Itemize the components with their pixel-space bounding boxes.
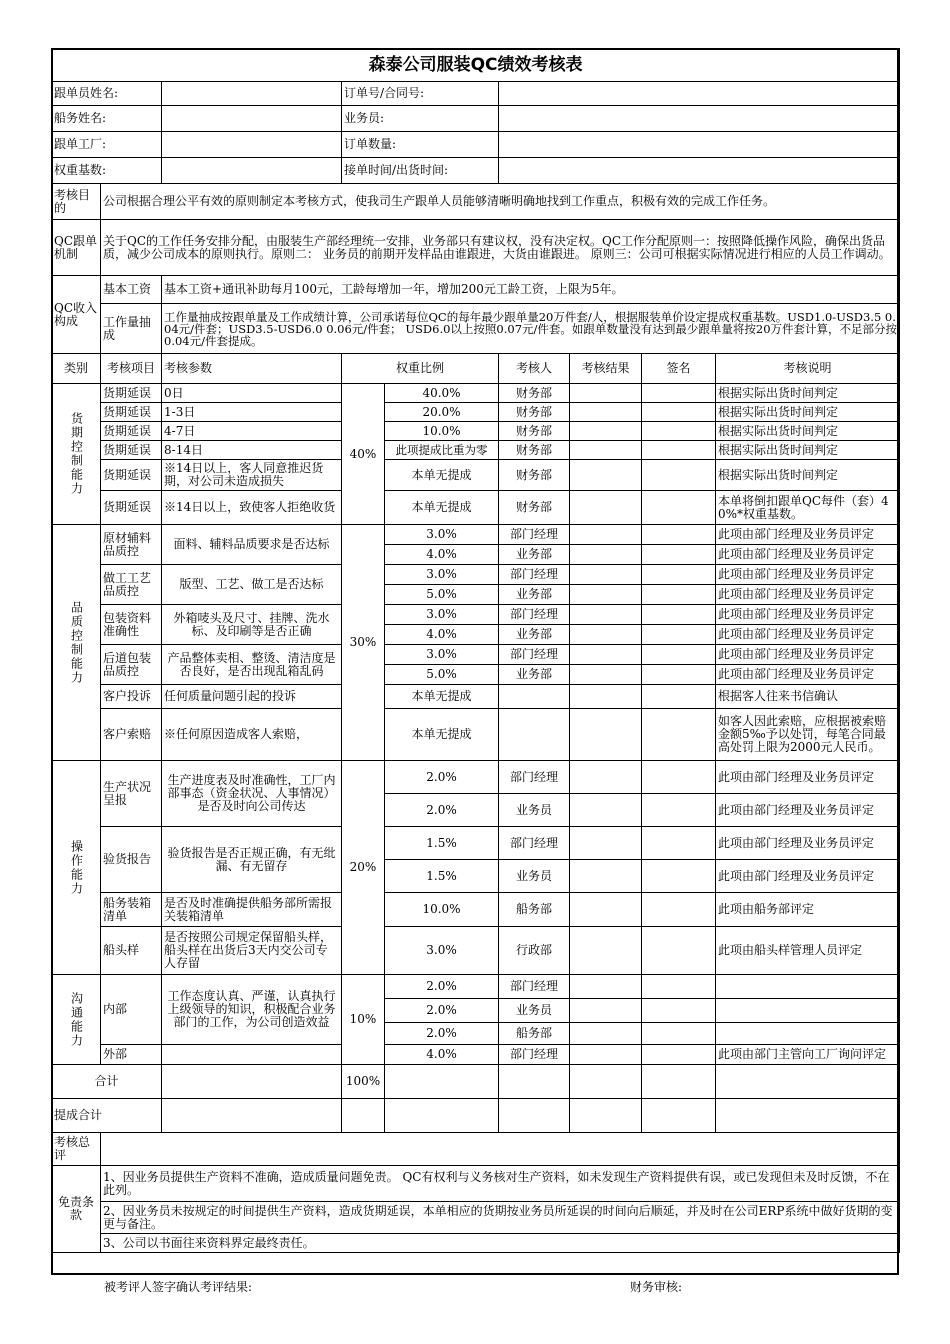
- ship-name-label: 船务姓名:: [52, 106, 162, 132]
- table-row: [52, 893, 900, 927]
- note-cell: 此项由部门经理及业务员评定: [716, 827, 900, 860]
- signature-cell[interactable]: [642, 860, 716, 893]
- order-no-label: 订单号/合同号:: [342, 82, 499, 106]
- param-cell: ※14日以上，致使客人拒绝收货: [162, 491, 342, 525]
- follower-name-label: 跟单员姓名:: [52, 82, 162, 106]
- assessor-cell: 船务部: [499, 893, 570, 927]
- item-cell: 货期延误: [101, 422, 162, 441]
- assessor-cell: 行政部: [499, 927, 570, 975]
- item-cell: 客户索赔: [101, 709, 162, 761]
- qc-performance-sheet: [51, 48, 899, 1253]
- table-row: [52, 975, 900, 999]
- result-cell[interactable]: [570, 860, 642, 893]
- commission-note: [716, 1099, 900, 1133]
- col-item: 考核项目: [101, 354, 162, 384]
- assessor-cell: 财务部: [499, 403, 570, 422]
- ratio-cell: 3.0%: [385, 525, 499, 545]
- category-delivery: 货期控制能力: [52, 384, 101, 525]
- disclaimer-item-2: 2、因业务员未按规定的时间提供生产资料，造成货期延误，本单相应的货期按业务员所延误的时间向后顺延，并及时在公司ERP系统中做好货期的变更与备注。: [101, 1202, 900, 1234]
- item-cell: 做工工艺品质控: [101, 565, 162, 605]
- param-cell: 工作态度认真、严谨，认真执行上级领导的知识，积极配合业务部门的工作，为公司创造效益: [162, 975, 342, 1045]
- note-cell: 根据实际出货时间判定: [716, 460, 900, 491]
- item-cell: 船务装箱清单: [101, 893, 162, 927]
- assessor-cell: 部门经理: [499, 827, 570, 860]
- sum-param: [162, 1065, 342, 1099]
- signature-cell[interactable]: [642, 605, 716, 625]
- table-row: [52, 927, 900, 975]
- note-cell: 此项由部门经理及业务员评定: [716, 525, 900, 545]
- result-cell[interactable]: [570, 441, 642, 460]
- sum-assessor: [499, 1065, 570, 1099]
- ratio-cell: 2.0%: [385, 999, 499, 1023]
- param-cell: 8-14日: [162, 441, 342, 460]
- signature-cell[interactable]: [642, 1045, 716, 1065]
- result-cell[interactable]: [570, 975, 642, 999]
- ratio-cell: 本单无提成: [385, 709, 499, 761]
- item-cell: 客户投诉: [101, 685, 162, 709]
- ratio-cell: 10.0%: [385, 893, 499, 927]
- signature-cell[interactable]: [642, 827, 716, 860]
- commission-signature[interactable]: [642, 1099, 716, 1133]
- income-label: QC收入构成: [52, 276, 101, 354]
- param-cell: 1-3日: [162, 403, 342, 422]
- note-cell: 如客人因此索赔，应根据被索赔金额5‰予以处罚，每笔合同最高处罚上限为2000元人民币。: [716, 709, 900, 761]
- result-cell[interactable]: [570, 893, 642, 927]
- param-cell: 是否及时准确提供船务部所需报关装箱清单: [162, 893, 342, 927]
- assessor-cell: 业务部: [499, 545, 570, 565]
- page-title: 森泰公司服装QC绩效考核表: [52, 49, 900, 82]
- workload-text: 工作量抽成按跟单量及工作成绩计算，公司承诺每位QC的每年最少跟单量20万件套/人，根据服装单价设定提成权重基数。USD1.0-USD3.5 0.04元/件套；USD3.5-USD6.0 0.06元/件套； USD6.0以上按照0.07元/件套。如跟单数量没有达到最少跟单量将按20万件套计算，不足部分按0.04元/件套提成。: [162, 304, 900, 354]
- table-row: [52, 384, 900, 403]
- param-cell: 产品整体卖相、整烫、清洁度是否良好，是否出现乱箱乱码: [162, 645, 342, 685]
- assessor-cell: [499, 685, 570, 709]
- result-cell[interactable]: [570, 545, 642, 565]
- table-row: [52, 685, 900, 709]
- signature-cell[interactable]: [642, 403, 716, 422]
- ratio-cell: 20.0%: [385, 403, 499, 422]
- signature-cell[interactable]: [642, 761, 716, 794]
- item-cell: 外部: [101, 1045, 162, 1065]
- note-cell: 根据实际出货时间判定: [716, 403, 900, 422]
- note-cell: 此项由部门经理及业务员评定: [716, 565, 900, 585]
- purpose-text: 公司根据合理公平有效的原则制定本考核方式，使我司生产跟单人员能够清晰明确地找到工作重点，积极有效的完成工作任务。: [101, 184, 900, 220]
- param-cell: 是否按照公司规定保留船头样，船头样在出货后3天内交公司专人存留: [162, 927, 342, 975]
- signature-cell[interactable]: [642, 927, 716, 975]
- result-cell[interactable]: [570, 525, 642, 545]
- assessor-cell: 部门经理: [499, 565, 570, 585]
- table-row: [52, 422, 900, 441]
- ratio-cell: 5.0%: [385, 585, 499, 605]
- note-cell: [716, 999, 900, 1023]
- param-cell: ※任何原因造成客人索赔，: [162, 709, 342, 761]
- factory-label: 跟单工厂:: [52, 132, 162, 158]
- signature-cell[interactable]: [642, 709, 716, 761]
- result-cell[interactable]: [570, 1023, 642, 1045]
- note-cell: 根据实际出货时间判定: [716, 384, 900, 403]
- signature-cell[interactable]: [642, 491, 716, 525]
- ratio-cell: 4.0%: [385, 1045, 499, 1065]
- assessor-cell: 船务部: [499, 1023, 570, 1045]
- sum-result[interactable]: [570, 1065, 642, 1099]
- order-no-field[interactable]: [499, 82, 900, 106]
- signature-cell[interactable]: [642, 1023, 716, 1045]
- category-quality: 品质控制能力: [52, 525, 101, 761]
- assessor-cell: 财务部: [499, 460, 570, 491]
- ratio-cell: 2.0%: [385, 975, 499, 999]
- result-cell[interactable]: [570, 565, 642, 585]
- weight-delivery: 40%: [342, 384, 385, 525]
- result-cell[interactable]: [570, 999, 642, 1023]
- time-label: 接单时间/出货时间:: [342, 158, 499, 184]
- col-category: 类别: [52, 354, 101, 384]
- item-cell: 货期延误: [101, 384, 162, 403]
- table-row: [52, 565, 900, 585]
- col-weight: 权重比例: [342, 354, 499, 384]
- param-cell: [162, 1045, 342, 1065]
- result-cell[interactable]: [570, 460, 642, 491]
- commission-param: [162, 1099, 342, 1133]
- order-qty-label: 订单数量:: [342, 132, 499, 158]
- note-cell: 此项由部门经理及业务员评定: [716, 605, 900, 625]
- ratio-cell: 本单无提成: [385, 460, 499, 491]
- assessor-cell: 业务部: [499, 665, 570, 685]
- signature-cell[interactable]: [642, 794, 716, 827]
- disclaimer-item-1: 1、因业务员提供生产资料不准确，造成质量问题免责。 QC有权利与义务核对生产资料，如未发现生产资料提供有误，或已发现但未及时反馈，不在此列。: [101, 1166, 900, 1202]
- table-row: [52, 709, 900, 761]
- param-cell: 版型、工艺、做工是否达标: [162, 565, 342, 605]
- item-cell: 货期延误: [101, 491, 162, 525]
- signature-cell[interactable]: [642, 545, 716, 565]
- ratio-cell: 2.0%: [385, 794, 499, 827]
- note-cell: 根据客人往来书信确认: [716, 685, 900, 709]
- note-cell: 本单将倒扣跟单QC每件（套）40%*权重基数。: [716, 491, 900, 525]
- table-row: [52, 525, 900, 545]
- base-salary-text: 基本工资+通讯补助每月100元，工龄每增加一年，增加200元工龄工资，上限为5年。: [162, 276, 900, 304]
- result-cell[interactable]: [570, 645, 642, 665]
- param-cell: 生产进度表及时准确性，工厂内部事态（资金状况、人事情况）是否及时向公司传达: [162, 761, 342, 827]
- note-cell: 此项由部门经理及业务员评定: [716, 585, 900, 605]
- order-qty-field[interactable]: [499, 132, 900, 158]
- sum-label: 合计: [52, 1065, 162, 1099]
- disclaimer-item-3: 3、公司以书面往来资料界定最终责任。: [101, 1234, 900, 1253]
- ratio-cell: 3.0%: [385, 605, 499, 625]
- assessor-cell: 业务员: [499, 860, 570, 893]
- assessor-cell: 业务部: [499, 585, 570, 605]
- signature-cell[interactable]: [642, 585, 716, 605]
- footer-reviewee-signature: 被考评人签字确认考评结果:: [104, 1280, 253, 1294]
- signature-cell[interactable]: [642, 565, 716, 585]
- item-cell: 生产状况呈报: [101, 761, 162, 827]
- sum-note: [716, 1065, 900, 1099]
- item-cell: 货期延误: [101, 403, 162, 422]
- footer-finance-review: 财务审核:: [630, 1280, 683, 1294]
- result-cell[interactable]: [570, 403, 642, 422]
- ratio-cell: 4.0%: [385, 545, 499, 565]
- col-note: 考核说明: [716, 354, 900, 384]
- note-cell: 此项由部门经理及业务员评定: [716, 761, 900, 794]
- param-cell: 任何质量问题引起的投诉: [162, 685, 342, 709]
- param-cell: 验货报告是否正规正确，有无纰漏、有无留存: [162, 827, 342, 893]
- follower-name-field[interactable]: [162, 82, 342, 106]
- signature-cell[interactable]: [642, 999, 716, 1023]
- mechanism-text: 关于QC的工作任务安排分配，由服装生产部经理统一安排，业务部只有建议权，没有决定权。QC工作分配原则一：按照降低操作风险，确保出货品质，减少公司成本的原则执行。原则二： 业务员的前期开发样品由谁跟进，大货由谁跟进。 原则三：公司可根据实际情况进行相应的人员工作调动。: [101, 220, 900, 276]
- weight-base-field[interactable]: [162, 158, 342, 184]
- result-cell[interactable]: [570, 605, 642, 625]
- result-cell[interactable]: [570, 491, 642, 525]
- time-field[interactable]: [499, 158, 900, 184]
- commission-ratio: [385, 1099, 499, 1133]
- signature-cell[interactable]: [642, 665, 716, 685]
- ratio-cell: 3.0%: [385, 927, 499, 975]
- mechanism-label: QC跟单机制: [52, 220, 101, 276]
- col-result: 考核结果: [570, 354, 642, 384]
- signature-cell[interactable]: [642, 460, 716, 491]
- item-cell: 后道包装品质控: [101, 645, 162, 685]
- note-cell: 此项由部门经理及业务员评定: [716, 625, 900, 645]
- sum-signature[interactable]: [642, 1065, 716, 1099]
- weight-quality: 30%: [342, 525, 385, 761]
- assessor-cell: [499, 709, 570, 761]
- ratio-cell: 此项提成比重为零: [385, 441, 499, 460]
- col-param: 考核参数: [162, 354, 342, 384]
- note-cell: 此项由部门经理及业务员评定: [716, 860, 900, 893]
- factory-field[interactable]: [162, 132, 342, 158]
- result-cell[interactable]: [570, 685, 642, 709]
- assessment-table: [51, 48, 900, 1253]
- note-cell: 根据实际出货时间判定: [716, 441, 900, 460]
- assessor-cell: 部门经理: [499, 975, 570, 999]
- result-cell[interactable]: [570, 794, 642, 827]
- signature-cell[interactable]: [642, 975, 716, 999]
- result-cell[interactable]: [570, 827, 642, 860]
- ratio-cell: 10.0%: [385, 422, 499, 441]
- note-cell: 此项由部门经理及业务员评定: [716, 645, 900, 665]
- table-row: [52, 403, 900, 422]
- assessor-cell: 部门经理: [499, 645, 570, 665]
- ratio-cell: 本单无提成: [385, 491, 499, 525]
- purpose-label: 考核目的: [52, 184, 101, 220]
- item-cell: 船头样: [101, 927, 162, 975]
- ratio-cell: 40.0%: [385, 384, 499, 403]
- table-row: [52, 491, 900, 525]
- commission-label: 提成合计: [52, 1099, 162, 1133]
- table-row: [52, 441, 900, 460]
- col-assessor: 考核人: [499, 354, 570, 384]
- ratio-cell: 1.5%: [385, 827, 499, 860]
- weight-operation: 20%: [342, 761, 385, 975]
- disclaimer-label: 免责条款: [52, 1166, 101, 1253]
- ratio-cell: 4.0%: [385, 625, 499, 645]
- salesperson-label: 业务员:: [342, 106, 499, 132]
- note-cell: 根据实际出货时间判定: [716, 422, 900, 441]
- param-cell: 4-7日: [162, 422, 342, 441]
- commission-assessor: [499, 1099, 570, 1133]
- signature-cell[interactable]: [642, 441, 716, 460]
- param-cell: 0日: [162, 384, 342, 403]
- table-row: [52, 827, 900, 860]
- table-row: [52, 605, 900, 625]
- item-cell: 货期延误: [101, 441, 162, 460]
- ship-name-field[interactable]: [162, 106, 342, 132]
- workload-label: 工作量抽成: [101, 304, 162, 354]
- table-row: [52, 1045, 900, 1065]
- result-cell[interactable]: [570, 761, 642, 794]
- assessor-cell: 财务部: [499, 422, 570, 441]
- signature-cell[interactable]: [642, 893, 716, 927]
- note-cell: 此项由船头样管理人员评定: [716, 927, 900, 975]
- param-cell: ※14日以上，客人同意推迟货期，对公司未造成损失: [162, 460, 342, 491]
- base-salary-label: 基本工资: [101, 276, 162, 304]
- result-cell[interactable]: [570, 1045, 642, 1065]
- salesperson-field[interactable]: [499, 106, 900, 132]
- signature-cell[interactable]: [642, 645, 716, 665]
- summary-field[interactable]: [101, 1133, 900, 1166]
- result-cell[interactable]: [570, 625, 642, 645]
- result-cell[interactable]: [570, 709, 642, 761]
- assessor-cell: 部门经理: [499, 525, 570, 545]
- signature-cell[interactable]: [642, 685, 716, 709]
- item-cell: 验货报告: [101, 827, 162, 893]
- signature-cell[interactable]: [642, 384, 716, 403]
- table-row: [52, 460, 900, 491]
- signature-cell[interactable]: [642, 422, 716, 441]
- result-cell[interactable]: [570, 665, 642, 685]
- item-cell: 货期延误: [101, 460, 162, 491]
- result-cell[interactable]: [570, 422, 642, 441]
- ratio-cell: 3.0%: [385, 645, 499, 665]
- signature-cell[interactable]: [642, 625, 716, 645]
- commission-result[interactable]: [570, 1099, 642, 1133]
- signature-cell[interactable]: [642, 525, 716, 545]
- assessor-cell: 部门经理: [499, 605, 570, 625]
- sum-ratio: [385, 1065, 499, 1099]
- result-cell[interactable]: [570, 927, 642, 975]
- note-cell: 此项由部门经理及业务员评定: [716, 794, 900, 827]
- assessor-cell: 业务部: [499, 625, 570, 645]
- assessor-cell: 业务员: [499, 999, 570, 1023]
- assessor-cell: 业务员: [499, 794, 570, 827]
- ratio-cell: 1.5%: [385, 860, 499, 893]
- ratio-cell: 5.0%: [385, 665, 499, 685]
- ratio-cell: 2.0%: [385, 761, 499, 794]
- commission-weight: [342, 1099, 385, 1133]
- note-cell: 此项由部门经理及业务员评定: [716, 665, 900, 685]
- assessor-cell: 部门经理: [499, 1045, 570, 1065]
- weight-communication: 10%: [342, 975, 385, 1065]
- weight-base-label: 权重基数:: [52, 158, 162, 184]
- assessor-cell: 财务部: [499, 491, 570, 525]
- assessor-cell: 部门经理: [499, 761, 570, 794]
- note-cell: 此项由船务部评定: [716, 893, 900, 927]
- item-cell: 内部: [101, 975, 162, 1045]
- assessor-cell: 财务部: [499, 384, 570, 403]
- category-operation: 操作能力: [52, 761, 101, 975]
- sum-weight: 100%: [342, 1065, 385, 1099]
- note-cell: [716, 975, 900, 999]
- assessor-cell: 财务部: [499, 441, 570, 460]
- category-communication: 沟通能力: [52, 975, 101, 1065]
- result-cell[interactable]: [570, 384, 642, 403]
- note-cell: [716, 1023, 900, 1045]
- summary-label: 考核总评: [52, 1133, 101, 1166]
- ratio-cell: 3.0%: [385, 565, 499, 585]
- col-signature: 签名: [642, 354, 716, 384]
- item-cell: 包装资料准确性: [101, 605, 162, 645]
- ratio-cell: 本单无提成: [385, 685, 499, 709]
- result-cell[interactable]: [570, 585, 642, 605]
- param-cell: 面料、辅料品质要求是否达标: [162, 525, 342, 565]
- ratio-cell: 2.0%: [385, 1023, 499, 1045]
- param-cell: 外箱唛头及尺寸、挂牌、洗水标、及印刷等是否正确: [162, 605, 342, 645]
- table-row: [52, 645, 900, 665]
- note-cell: 此项由部门经理及业务员评定: [716, 545, 900, 565]
- table-row: [52, 761, 900, 794]
- item-cell: 原材辅料品质控: [101, 525, 162, 565]
- note-cell: 此项由部门主管向工厂询问评定: [716, 1045, 900, 1065]
